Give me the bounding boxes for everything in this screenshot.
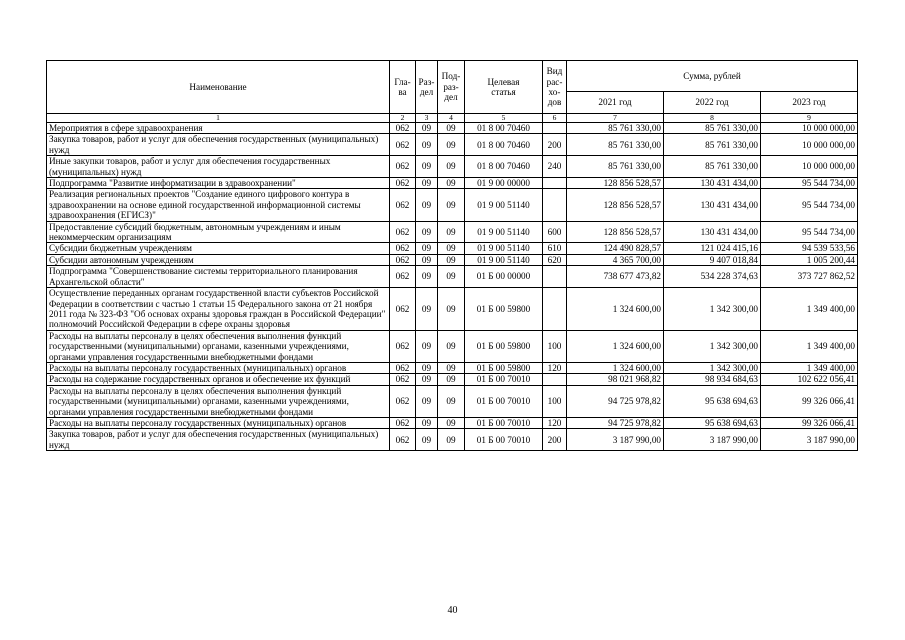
row-sum-2021: 1 324 600,00 bbox=[567, 362, 664, 373]
row-sum-2023: 373 727 862,52 bbox=[761, 266, 858, 288]
column-number: 7 bbox=[567, 114, 664, 123]
row-sum-2021: 124 490 828,57 bbox=[567, 243, 664, 254]
row-glava: 062 bbox=[390, 385, 416, 417]
row-sum-2021: 3 187 990,00 bbox=[567, 429, 664, 451]
row-glava: 062 bbox=[390, 374, 416, 385]
table-row bbox=[47, 266, 858, 288]
row-sum-2022: 130 431 434,00 bbox=[664, 189, 761, 221]
row-name: Расходы на выплаты персоналу в целях обеспечения выполнения функций государственными (муниципальными) органами, казенными учреждениями, органами управления государственными внебюджетными фондами bbox=[47, 330, 390, 362]
row-target-article: 01 Б 00 70010 bbox=[465, 417, 543, 428]
row-name: Закупка товаров, работ и услуг для обеспечения государственных (муниципальных) нужд bbox=[47, 134, 390, 156]
row-sum-2021: 85 761 330,00 bbox=[567, 156, 664, 178]
row-target-article: 01 9 00 51140 bbox=[465, 221, 543, 243]
row-sum-2021: 128 856 528,57 bbox=[567, 189, 664, 221]
row-razdel: 09 bbox=[416, 288, 438, 331]
row-razdel: 09 bbox=[416, 374, 438, 385]
row-razdel: 09 bbox=[416, 362, 438, 373]
table-row bbox=[47, 330, 858, 362]
row-sum-2023: 10 000 000,00 bbox=[761, 156, 858, 178]
row-sum-2021: 1 324 600,00 bbox=[567, 288, 664, 331]
row-razdel: 09 bbox=[416, 266, 438, 288]
row-razdel: 09 bbox=[416, 189, 438, 221]
row-name: Предоставление субсидий бюджетным, автономным учреждениям и иным некоммерческим организациям bbox=[47, 221, 390, 243]
row-name: Иные закупки товаров, работ и услуг для обеспечения государственных (муниципальных) нужд bbox=[47, 156, 390, 178]
row-razdel: 09 bbox=[416, 330, 438, 362]
row-glava: 062 bbox=[390, 189, 416, 221]
row-glava: 062 bbox=[390, 178, 416, 189]
row-razdel: 09 bbox=[416, 429, 438, 451]
row-podrazdel: 09 bbox=[438, 156, 465, 178]
row-sum-2023: 95 544 734,00 bbox=[761, 221, 858, 243]
row-sum-2021: 94 725 978,82 bbox=[567, 385, 664, 417]
row-sum-2022: 1 342 300,00 bbox=[664, 330, 761, 362]
column-number: 8 bbox=[664, 114, 761, 123]
row-sum-2022: 130 431 434,00 bbox=[664, 221, 761, 243]
table-row bbox=[47, 221, 858, 243]
row-razdel: 09 bbox=[416, 385, 438, 417]
page-number: 40 bbox=[447, 605, 458, 616]
row-podrazdel: 09 bbox=[438, 254, 465, 265]
header-expense-type: Вид рас- хо- дов bbox=[543, 61, 567, 114]
row-expense-type: 120 bbox=[543, 362, 567, 373]
row-razdel: 09 bbox=[416, 243, 438, 254]
row-glava: 062 bbox=[390, 288, 416, 331]
row-sum-2022: 130 431 434,00 bbox=[664, 178, 761, 189]
row-expense-type: 120 bbox=[543, 417, 567, 428]
column-number: 4 bbox=[438, 114, 465, 123]
table-row bbox=[47, 156, 858, 178]
row-sum-2021: 94 725 978,82 bbox=[567, 417, 664, 428]
row-expense-type: 100 bbox=[543, 330, 567, 362]
row-name: Субсидии автономным учреждениям bbox=[47, 254, 390, 265]
row-target-article: 01 9 00 00000 bbox=[465, 178, 543, 189]
budget-table bbox=[46, 60, 858, 451]
row-sum-2023: 94 539 533,56 bbox=[761, 243, 858, 254]
row-sum-2022: 534 228 374,63 bbox=[664, 266, 761, 288]
row-target-article: 01 9 00 51140 bbox=[465, 243, 543, 254]
column-number: 6 bbox=[543, 114, 567, 123]
row-podrazdel: 09 bbox=[438, 178, 465, 189]
row-glava: 062 bbox=[390, 362, 416, 373]
row-podrazdel: 09 bbox=[438, 266, 465, 288]
row-sum-2021: 85 761 330,00 bbox=[567, 123, 664, 134]
header-year-2021: 2021 год bbox=[567, 92, 664, 114]
row-sum-2022: 121 024 415,16 bbox=[664, 243, 761, 254]
row-podrazdel: 09 bbox=[438, 385, 465, 417]
row-expense-type bbox=[543, 178, 567, 189]
row-target-article: 01 9 00 51140 bbox=[465, 189, 543, 221]
row-razdel: 09 bbox=[416, 221, 438, 243]
row-expense-type: 200 bbox=[543, 134, 567, 156]
header-target-article: Целевая статья bbox=[465, 61, 543, 114]
row-name: Расходы на содержание государственных органов и обеспечение их функций bbox=[47, 374, 390, 385]
column-number-row bbox=[47, 114, 858, 123]
row-podrazdel: 09 bbox=[438, 243, 465, 254]
row-sum-2021: 1 324 600,00 bbox=[567, 330, 664, 362]
row-expense-type: 100 bbox=[543, 385, 567, 417]
table-row bbox=[47, 417, 858, 428]
row-expense-type: 240 bbox=[543, 156, 567, 178]
row-razdel: 09 bbox=[416, 123, 438, 134]
header-name: Наименование bbox=[47, 61, 390, 114]
table-row bbox=[47, 429, 858, 451]
row-name: Субсидии бюджетным учреждениям bbox=[47, 243, 390, 254]
row-name: Расходы на выплаты персоналу в целях обеспечения выполнения функций государственными (муниципальными) органами, казенными учреждениями, органами управления государственными внебюджетными фондами bbox=[47, 385, 390, 417]
row-sum-2022: 3 187 990,00 bbox=[664, 429, 761, 451]
row-sum-2022: 95 638 694,63 bbox=[664, 385, 761, 417]
column-number: 2 bbox=[390, 114, 416, 123]
row-glava: 062 bbox=[390, 134, 416, 156]
row-sum-2023: 99 326 066,41 bbox=[761, 417, 858, 428]
row-sum-2023: 1 349 400,00 bbox=[761, 288, 858, 331]
row-sum-2022: 9 407 018,84 bbox=[664, 254, 761, 265]
row-target-article: 01 8 00 70460 bbox=[465, 134, 543, 156]
row-sum-2022: 98 934 684,63 bbox=[664, 374, 761, 385]
row-podrazdel: 09 bbox=[438, 330, 465, 362]
column-number: 1 bbox=[47, 114, 390, 123]
table-row bbox=[47, 134, 858, 156]
row-name: Закупка товаров, работ и услуг для обеспечения государственных (муниципальных) нужд bbox=[47, 429, 390, 451]
row-podrazdel: 09 bbox=[438, 123, 465, 134]
row-podrazdel: 09 bbox=[438, 189, 465, 221]
row-expense-type: 620 bbox=[543, 254, 567, 265]
table-row bbox=[47, 123, 858, 134]
row-sum-2022: 95 638 694,63 bbox=[664, 417, 761, 428]
row-target-article: 01 9 00 51140 bbox=[465, 254, 543, 265]
row-podrazdel: 09 bbox=[438, 221, 465, 243]
row-sum-2022: 1 342 300,00 bbox=[664, 288, 761, 331]
row-name: Мероприятия в сфере здравоохранения bbox=[47, 123, 390, 134]
row-podrazdel: 09 bbox=[438, 417, 465, 428]
row-glava: 062 bbox=[390, 266, 416, 288]
row-glava: 062 bbox=[390, 254, 416, 265]
row-sum-2023: 95 544 734,00 bbox=[761, 189, 858, 221]
row-name: Подпрограмма "Развитие информатизации в здравоохранении" bbox=[47, 178, 390, 189]
row-target-article: 01 Б 00 70010 bbox=[465, 385, 543, 417]
column-number: 9 bbox=[761, 114, 858, 123]
table-row bbox=[47, 243, 858, 254]
row-target-article: 01 Б 00 70010 bbox=[465, 429, 543, 451]
row-glava: 062 bbox=[390, 156, 416, 178]
row-podrazdel: 09 bbox=[438, 429, 465, 451]
row-expense-type bbox=[543, 189, 567, 221]
header-sum: Сумма, рублей bbox=[567, 61, 858, 92]
column-number: 5 bbox=[465, 114, 543, 123]
row-glava: 062 bbox=[390, 243, 416, 254]
row-name: Реализация региональных проектов "Создание единого цифрового контура в здравоохранении на основе единой государственной информационной системы здравоохранения (ЕГИСЗ)" bbox=[47, 189, 390, 221]
row-sum-2023: 10 000 000,00 bbox=[761, 123, 858, 134]
row-sum-2021: 128 856 528,57 bbox=[567, 221, 664, 243]
row-sum-2021: 128 856 528,57 bbox=[567, 178, 664, 189]
row-sum-2021: 4 365 700,00 bbox=[567, 254, 664, 265]
table-row bbox=[47, 385, 858, 417]
row-expense-type: 610 bbox=[543, 243, 567, 254]
row-sum-2023: 1 349 400,00 bbox=[761, 330, 858, 362]
header-razdel: Раз- дел bbox=[416, 61, 438, 114]
row-sum-2022: 85 761 330,00 bbox=[664, 123, 761, 134]
table-row bbox=[47, 254, 858, 265]
header-podrazdel: Под- раз- дел bbox=[438, 61, 465, 114]
row-sum-2023: 3 187 990,00 bbox=[761, 429, 858, 451]
row-razdel: 09 bbox=[416, 178, 438, 189]
row-razdel: 09 bbox=[416, 156, 438, 178]
row-sum-2022: 1 342 300,00 bbox=[664, 362, 761, 373]
row-podrazdel: 09 bbox=[438, 362, 465, 373]
row-expense-type bbox=[543, 123, 567, 134]
row-podrazdel: 09 bbox=[438, 288, 465, 331]
table-row bbox=[47, 189, 858, 221]
row-target-article: 01 Б 00 59800 bbox=[465, 288, 543, 331]
row-razdel: 09 bbox=[416, 417, 438, 428]
row-razdel: 09 bbox=[416, 134, 438, 156]
table-row bbox=[47, 178, 858, 189]
row-name: Подпрограмма "Совершенствование системы территориального планирования Архангельской области" bbox=[47, 266, 390, 288]
row-sum-2021: 738 677 473,82 bbox=[567, 266, 664, 288]
row-sum-2022: 85 761 330,00 bbox=[664, 156, 761, 178]
row-target-article: 01 Б 00 00000 bbox=[465, 266, 543, 288]
row-sum-2021: 85 761 330,00 bbox=[567, 134, 664, 156]
row-name: Расходы на выплаты персоналу государственных (муниципальных) органов bbox=[47, 417, 390, 428]
row-podrazdel: 09 bbox=[438, 134, 465, 156]
row-name: Осуществление переданных органам государственной власти субъектов Российской Федерации в соответствии с частью 1 статьи 15 Федерального закона от 21 ноября 2011 года № 323-ФЗ "Об основах охраны здоровья граждан в Российской Федерации" полномочий Российской Федерации в сфере охраны здоровья bbox=[47, 288, 390, 331]
row-expense-type: 600 bbox=[543, 221, 567, 243]
row-target-article: 01 Б 00 59800 bbox=[465, 362, 543, 373]
row-target-article: 01 8 00 70460 bbox=[465, 123, 543, 134]
header-year-2022: 2022 год bbox=[664, 92, 761, 114]
row-sum-2023: 99 326 066,41 bbox=[761, 385, 858, 417]
row-sum-2023: 1 349 400,00 bbox=[761, 362, 858, 373]
header-glava: Гла- ва bbox=[390, 61, 416, 114]
table-row bbox=[47, 374, 858, 385]
row-expense-type bbox=[543, 266, 567, 288]
row-glava: 062 bbox=[390, 330, 416, 362]
row-expense-type: 200 bbox=[543, 429, 567, 451]
table-row bbox=[47, 362, 858, 373]
row-glava: 062 bbox=[390, 221, 416, 243]
row-target-article: 01 Б 00 59800 bbox=[465, 330, 543, 362]
row-glava: 062 bbox=[390, 123, 416, 134]
row-expense-type bbox=[543, 374, 567, 385]
row-expense-type bbox=[543, 288, 567, 331]
row-glava: 062 bbox=[390, 429, 416, 451]
row-sum-2021: 98 021 968,82 bbox=[567, 374, 664, 385]
row-target-article: 01 Б 00 70010 bbox=[465, 374, 543, 385]
row-sum-2023: 95 544 734,00 bbox=[761, 178, 858, 189]
row-sum-2023: 1 005 200,44 bbox=[761, 254, 858, 265]
row-razdel: 09 bbox=[416, 254, 438, 265]
row-name: Расходы на выплаты персоналу государственных (муниципальных) органов bbox=[47, 362, 390, 373]
row-glava: 062 bbox=[390, 417, 416, 428]
row-sum-2023: 102 622 056,41 bbox=[761, 374, 858, 385]
table-row bbox=[47, 288, 858, 331]
row-sum-2023: 10 000 000,00 bbox=[761, 134, 858, 156]
column-number: 3 bbox=[416, 114, 438, 123]
row-sum-2022: 85 761 330,00 bbox=[664, 134, 761, 156]
row-podrazdel: 09 bbox=[438, 374, 465, 385]
header-year-2023: 2023 год bbox=[761, 92, 858, 114]
row-target-article: 01 8 00 70460 bbox=[465, 156, 543, 178]
